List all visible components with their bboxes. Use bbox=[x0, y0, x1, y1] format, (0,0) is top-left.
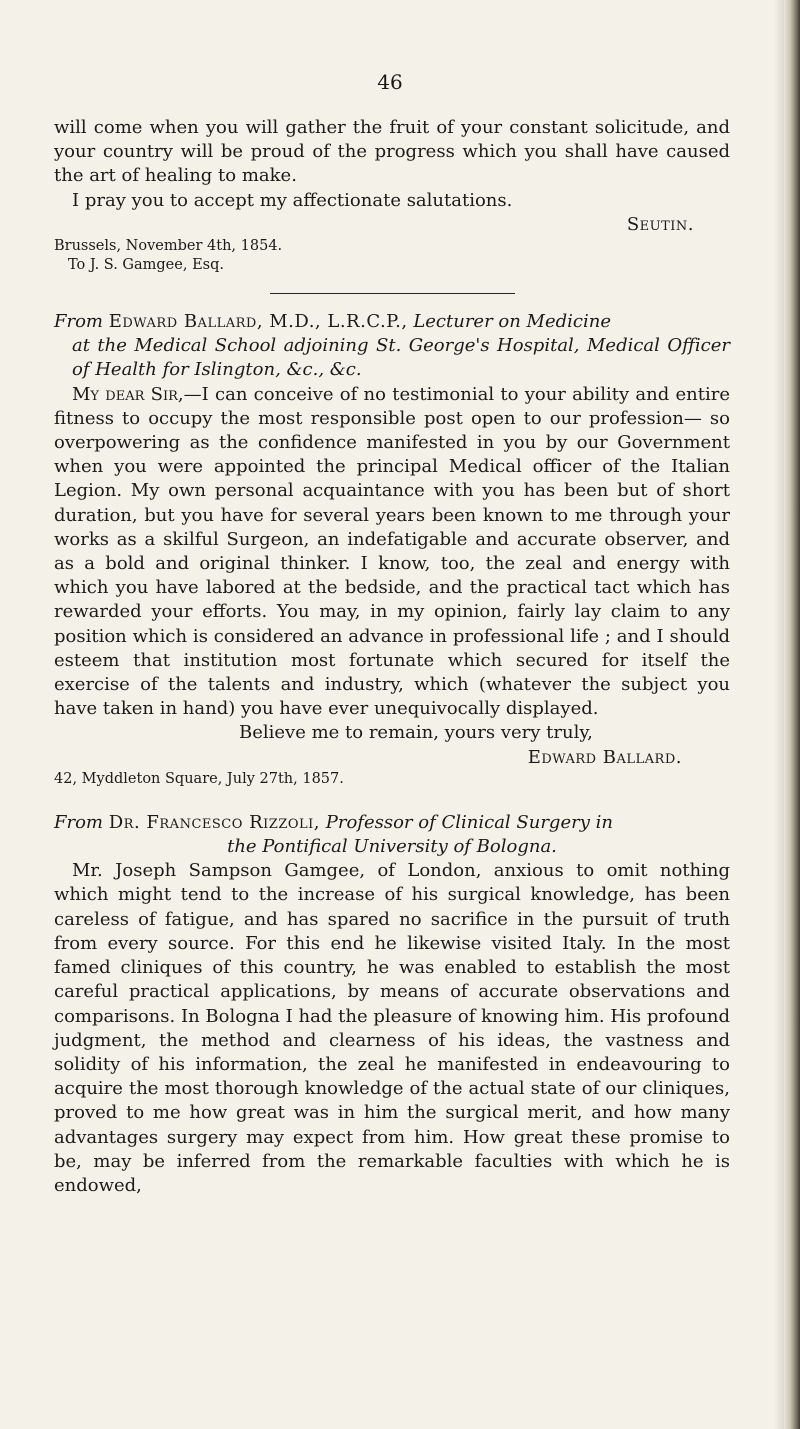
ballard-heading bbox=[54, 310, 730, 334]
section-divider bbox=[270, 293, 515, 294]
ballard-title-1: Lecturer on Medicine bbox=[413, 311, 612, 333]
ballard-salutation: My dear Sir, bbox=[72, 383, 184, 405]
rizzoli-name: Dr. Francesco Rizzoli, bbox=[108, 811, 321, 833]
ballard-title-2: at the Medical School adjoining St. George's Hospital, Medical Officer of Health for Islington, &c., &c. bbox=[72, 335, 730, 381]
ballard-address-date: 42, Myddleton Square, July 27th, 1857. bbox=[54, 770, 344, 787]
rizzoli-body: Mr. Joseph Sampson Gamgee, of London, anxious to omit nothing which might tend to the increase of his surgical knowledge, has been careless of fatigue, and has spared no sacrifice in the pursuit of truth from every source. For this end he likewise visited Italy. In the most famed cliniques of this country, he was enabled to establish the most careful practical applications, by means of accurate observations and comparisons. In Bologna I had the pleasure of knowing him. His profound judgment, the method and clearness of his ideas, the vastness and solidity of his information, the zeal he manifested in endeavouring to acquire the most thorough knowledge of the actual state of our cliniques, proved to me how great was in him the surgical merit, and how many advantages surgery may expect from him. How great these promise to be, may be inferred from the remarkable faculties with which he is endowed, bbox=[54, 860, 730, 1196]
seutin-text: will come when you will gather the fruit of your constant solicitude, and your country will be proud of the progress which you shall have caused the art of healing to make. bbox=[54, 117, 730, 187]
page-edge-shadow bbox=[774, 0, 784, 1429]
rizzoli-from: From bbox=[54, 811, 103, 833]
ballard-heading-cont bbox=[54, 334, 730, 382]
ballard-body bbox=[54, 383, 730, 722]
rizzoli-heading-cont bbox=[54, 835, 730, 859]
rizzoli-title-2: the Pontifical University of Bologna. bbox=[227, 836, 557, 858]
text-column bbox=[54, 116, 730, 1198]
ballard-body-text: —I can conceive of no testimonial to your ability and entire fitness to occupy the most responsible post open to our profession— so overpowering as the confidence manifested in you by our Government when you were appointed the principal Medical officer of the Italian Legion. My own personal acquaintance with you has been but of short duration, but you have for several years been known to me through your works as a skilful Surgeon, an indefatigable and accurate observer, and as a bold and original thinker. I know, too, the zeal and energy with which you have labored at the bedside, and the practical tact which has rewarded your efforts. You may, in my opinion, fairly lay claim to any position which is considered an advance in professional life ; and I should esteem that institution most fortunate which secured for itself the exercise of the talents and industry, which (whatever the subject you have taken in hand) you have ever unequivocally displayed. bbox=[54, 383, 730, 720]
section-gap bbox=[54, 789, 730, 811]
rizzoli-title-1: Professor of Clinical Surgery in bbox=[325, 811, 613, 833]
seutin-signature: Seutin. bbox=[626, 213, 694, 235]
seutin-recipient: To J. S. Gamgee, Esq. bbox=[68, 257, 224, 274]
ballard-from: From bbox=[54, 311, 103, 333]
seutin-place-date: Brussels, November 4th, 1854. bbox=[54, 238, 283, 255]
seutin-closing: I pray you to accept my affectionate salutations. bbox=[72, 189, 513, 211]
page-number: 46 bbox=[377, 70, 403, 94]
rizzoli-heading bbox=[54, 811, 730, 835]
ballard-closing: Believe me to remain, yours very truly, bbox=[239, 722, 593, 744]
ballard-signature: Edward Ballard. bbox=[527, 746, 682, 768]
book-binding-edge bbox=[784, 0, 800, 1429]
ballard-name: Edward Ballard, M.D., L.R.C.P., bbox=[108, 311, 408, 333]
